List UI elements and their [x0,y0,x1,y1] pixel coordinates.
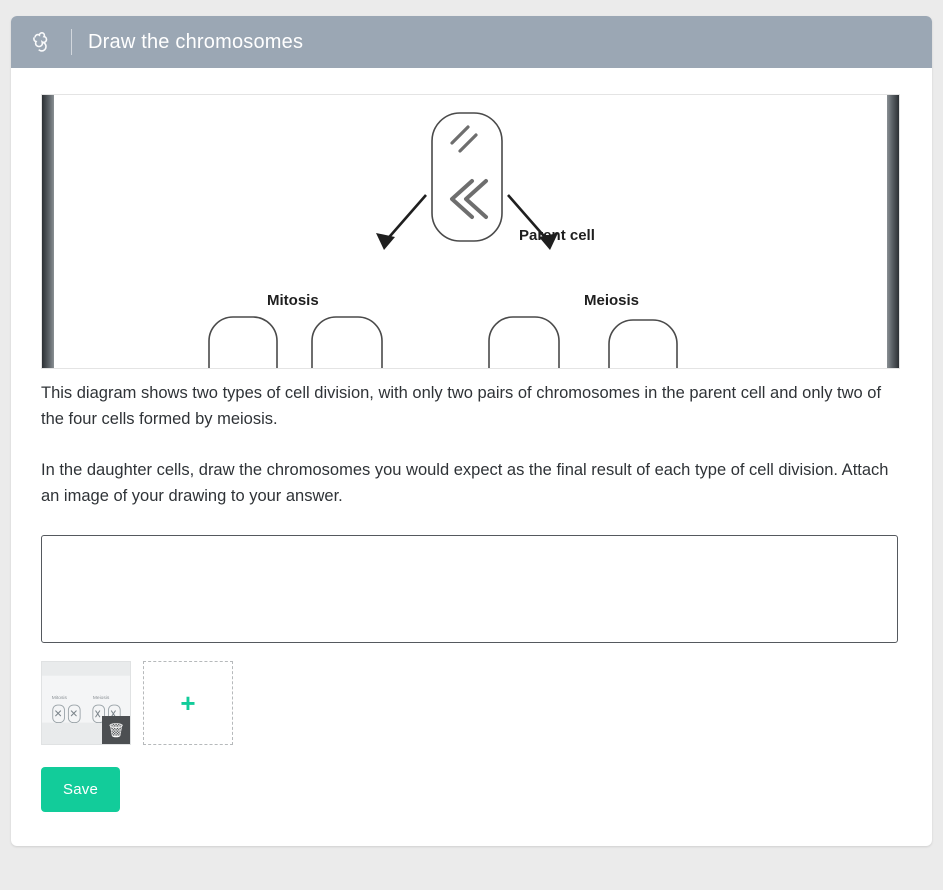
delete-attachment-button[interactable] [102,716,130,744]
add-attachment-button[interactable] [143,661,233,745]
trash-icon: 🗑 [107,721,125,738]
plus-icon: + [180,688,196,719]
label-meiosis: Meiosis [584,292,640,309]
label-parent-cell: Parent cell [519,227,595,244]
answer-input[interactable] [41,535,898,643]
thumbnail-caption-right: Meiosis [92,696,110,702]
header-divider [71,29,72,55]
page-title: Draw the chromosomes [88,30,304,53]
save-button[interactable]: Save [41,767,120,812]
question-paragraph-2: In the daughter cells, draw the chromosomes you would expect as the final result of each type of cell division. Attach an image of your drawing to your answer. [41,461,889,505]
drawing-thumbnail[interactable] [41,661,131,745]
card-header [11,16,932,68]
cell-division-diagram [41,94,900,369]
thumbnail-caption-left: Mitosis [51,696,67,702]
card-body [11,68,932,846]
diagram-svg [54,95,889,368]
attachments-row [41,661,902,745]
label-mitosis: Mitosis [267,292,319,309]
question-card [11,16,932,846]
chromosome-puzzle-icon [29,28,57,56]
diagram-left-edge [42,95,54,368]
question-paragraph-1: This diagram shows two types of cell division, with only two pairs of chromosomes in the parent cell and only two of the four cells formed by meiosis. [41,384,882,428]
